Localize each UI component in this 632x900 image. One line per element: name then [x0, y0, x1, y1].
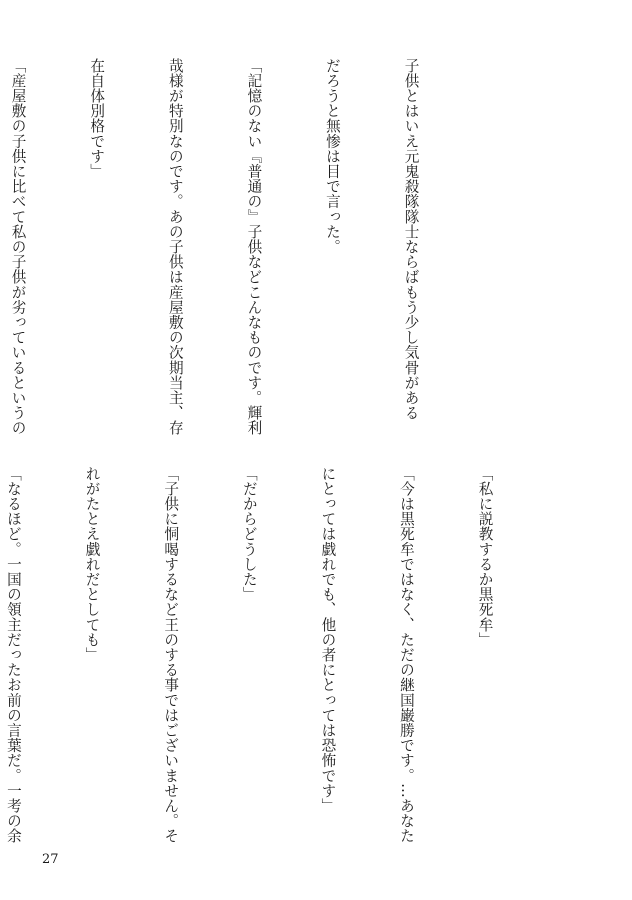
text-line: 在自体別格です」 — [88, 58, 106, 179]
text-line: 「今は黒死牟ではなく、ただの継国巌勝です。…あなた — [397, 466, 415, 844]
text-line: 「私に説教するか黒死牟」 — [476, 466, 494, 648]
text-line: れがたとえ戯れだとしても」 — [83, 466, 101, 663]
text-line: にとっては戯れでも、他の者にとっては恐怖です」 — [319, 466, 337, 814]
text-line: 「なるほど。一国の領主だったお前の言葉だ。一考の余 — [4, 466, 22, 844]
page-number: 27 — [42, 852, 59, 867]
text-line: 哉様が特別なのです。あの子供は産屋敷の次期当主、存 — [166, 58, 184, 436]
text-line: だろうと無惨は目で言った。 — [323, 58, 341, 255]
text-line: 「記憶のない『普通の』子供などこんなものです。輝利 — [245, 58, 263, 436]
text-line: 子供とはいえ元鬼殺隊隊士ならばもう少し気骨がある — [402, 58, 420, 421]
text-line: 「産屋敷の子供に比べて私の子供が劣っているというの — [9, 58, 27, 436]
text-line: 「子供に恫喝するなど王のする事ではございません。そ — [162, 466, 180, 844]
upper-text-block — [9, 58, 476, 442]
text-line: 「だからどうした」 — [240, 466, 258, 602]
lower-text-block — [4, 466, 550, 844]
